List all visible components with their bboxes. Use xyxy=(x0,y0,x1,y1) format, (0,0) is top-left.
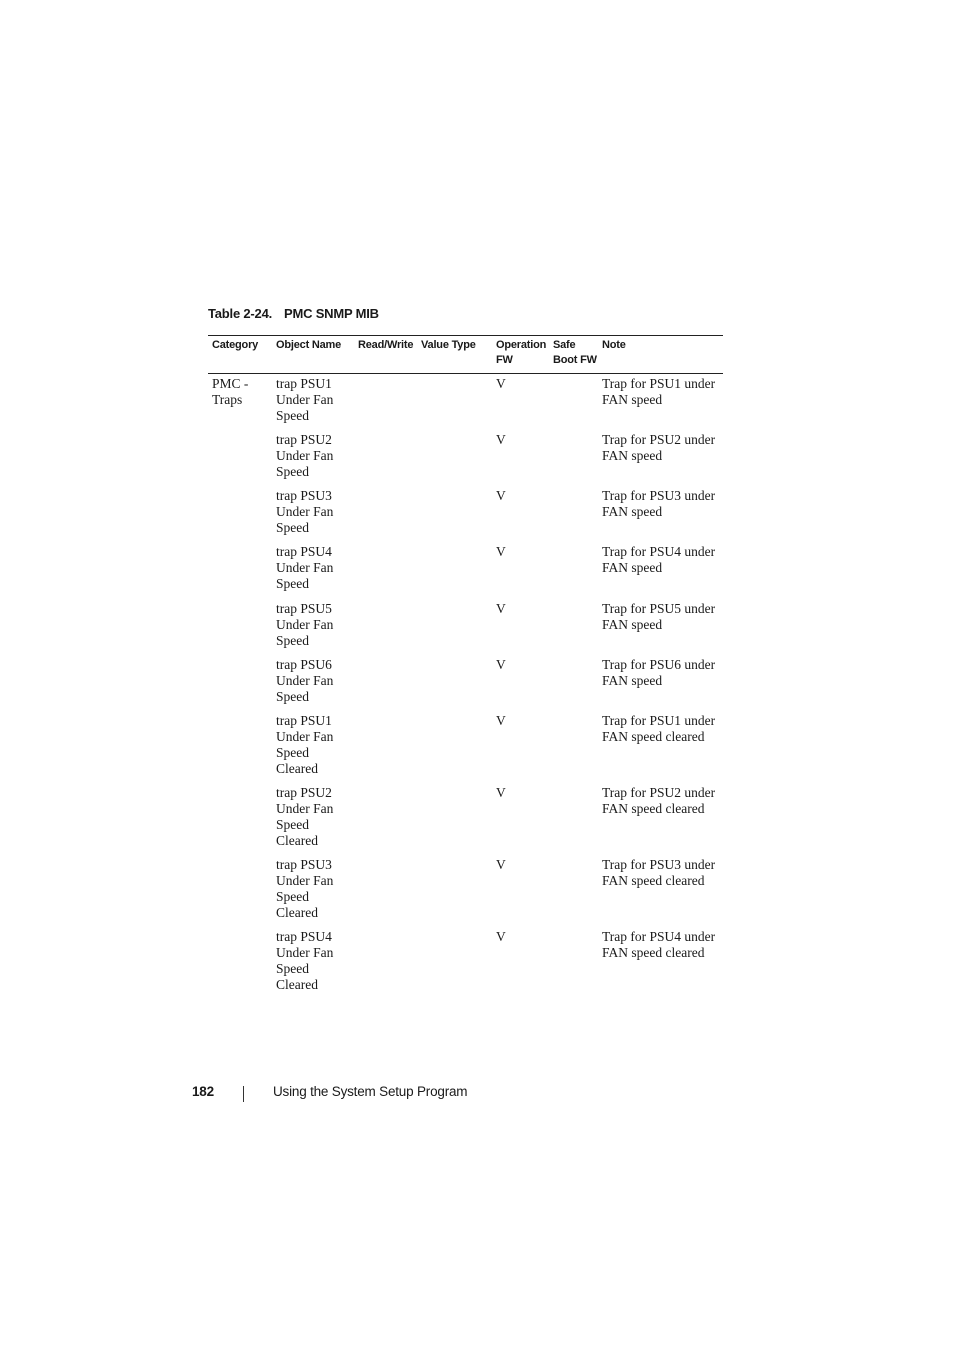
header-safe-boot-fw-line: Boot FW xyxy=(553,354,597,366)
note-line: Trap for PSU3 under xyxy=(602,857,716,872)
object-name-line: Speed xyxy=(276,408,309,423)
object-name-line: Speed xyxy=(276,464,309,479)
object-name-line: trap PSU3 xyxy=(276,857,332,872)
object-name-line: Under Fan xyxy=(276,504,334,519)
table-title: PMC SNMP MIB xyxy=(284,306,379,321)
category-line: Traps xyxy=(212,392,243,407)
operation-fw-cell: V xyxy=(496,488,506,503)
object-name-cell xyxy=(276,785,333,849)
footer-separator xyxy=(243,1086,244,1102)
page-number: 182 xyxy=(192,1084,214,1099)
object-name-line: Under Fan xyxy=(276,801,334,816)
object-name-line: trap PSU1 xyxy=(276,713,332,728)
note-cell xyxy=(602,929,715,961)
object-name-line: Under Fan xyxy=(276,392,334,407)
note-cell xyxy=(602,657,715,689)
object-name-line: Speed xyxy=(276,520,309,535)
object-name-cell xyxy=(276,488,333,536)
operation-fw-cell: V xyxy=(496,713,506,728)
object-name-line: Cleared xyxy=(276,977,318,992)
object-name-cell xyxy=(276,929,333,993)
object-name-line: Speed xyxy=(276,745,309,760)
header-category: Category xyxy=(212,339,259,351)
object-name-cell xyxy=(276,601,333,649)
note-line: FAN speed xyxy=(602,392,663,407)
object-name-line: Under Fan xyxy=(276,673,334,688)
object-name-line: Under Fan xyxy=(276,560,334,575)
note-cell xyxy=(602,785,715,817)
note-line: FAN speed xyxy=(602,560,663,575)
object-name-line: Speed xyxy=(276,576,309,591)
note-cell xyxy=(602,857,715,889)
object-name-cell xyxy=(276,432,333,480)
object-name-cell xyxy=(276,544,333,592)
note-cell xyxy=(602,544,715,576)
note-line: Trap for PSU5 under xyxy=(602,601,716,616)
note-line: FAN speed xyxy=(602,448,663,463)
object-name-line: Under Fan xyxy=(276,448,334,463)
header-read-write: Read/Write xyxy=(358,339,414,351)
object-name-line: Under Fan xyxy=(276,617,334,632)
operation-fw-cell: V xyxy=(496,544,506,559)
header-note: Note xyxy=(602,339,626,351)
object-name-line: Speed xyxy=(276,689,309,704)
note-cell xyxy=(602,713,715,745)
note-line: Trap for PSU1 under xyxy=(602,713,716,728)
object-name-line: Speed xyxy=(276,817,309,832)
header-value-type: Value Type xyxy=(421,339,476,351)
note-cell xyxy=(602,432,715,464)
object-name-cell xyxy=(276,376,333,424)
note-line: Trap for PSU1 under xyxy=(602,376,716,391)
operation-fw-cell: V xyxy=(496,657,506,672)
object-name-line: trap PSU1 xyxy=(276,376,332,391)
object-name-line: trap PSU2 xyxy=(276,432,332,447)
object-name-line: Under Fan xyxy=(276,873,334,888)
operation-fw-cell: V xyxy=(496,857,506,872)
object-name-line: Under Fan xyxy=(276,729,334,744)
note-line: FAN speed xyxy=(602,673,663,688)
note-cell xyxy=(602,376,715,408)
operation-fw-cell: V xyxy=(496,376,506,391)
note-line: FAN speed xyxy=(602,504,663,519)
note-line: Trap for PSU2 under xyxy=(602,432,716,447)
object-name-line: Cleared xyxy=(276,761,318,776)
note-cell xyxy=(602,601,715,633)
table-top-rule xyxy=(208,335,723,336)
note-line: Trap for PSU4 under xyxy=(602,544,716,559)
table-caption xyxy=(208,306,379,321)
object-name-line: Cleared xyxy=(276,905,318,920)
note-line: Trap for PSU2 under xyxy=(602,785,716,800)
header-operation-fw xyxy=(496,338,546,368)
note-line: FAN speed cleared xyxy=(602,729,705,744)
object-name-line: Speed xyxy=(276,633,309,648)
header-object-name: Object Name xyxy=(276,339,342,351)
category-cell xyxy=(212,376,248,408)
object-name-cell xyxy=(276,713,333,777)
note-line: FAN speed cleared xyxy=(602,873,705,888)
object-name-line: trap PSU6 xyxy=(276,657,332,672)
note-cell xyxy=(602,488,715,520)
operation-fw-cell: V xyxy=(496,785,506,800)
table-number: Table 2-24. xyxy=(208,306,273,321)
header-bottom-rule xyxy=(208,373,723,374)
header-safe-boot-fw xyxy=(553,338,597,368)
note-line: Trap for PSU4 under xyxy=(602,929,716,944)
note-line: FAN speed cleared xyxy=(602,801,705,816)
object-name-line: Speed xyxy=(276,889,309,904)
object-name-line: Cleared xyxy=(276,833,318,848)
note-line: FAN speed cleared xyxy=(602,945,705,960)
object-name-line: trap PSU4 xyxy=(276,929,332,944)
operation-fw-cell: V xyxy=(496,929,506,944)
note-line: Trap for PSU3 under xyxy=(602,488,716,503)
header-operation-fw-line: FW xyxy=(496,354,513,366)
object-name-line: trap PSU5 xyxy=(276,601,332,616)
operation-fw-cell: V xyxy=(496,432,506,447)
note-line: FAN speed xyxy=(602,617,663,632)
object-name-line: trap PSU4 xyxy=(276,544,332,559)
object-name-cell xyxy=(276,857,333,921)
category-line: PMC - xyxy=(212,376,249,391)
footer-section-title: Using the System Setup Program xyxy=(273,1084,468,1099)
object-name-cell xyxy=(276,657,333,705)
object-name-line: Speed xyxy=(276,961,309,976)
object-name-line: trap PSU3 xyxy=(276,488,332,503)
operation-fw-cell: V xyxy=(496,601,506,616)
object-name-line: trap PSU2 xyxy=(276,785,332,800)
object-name-line: Under Fan xyxy=(276,945,334,960)
header-safe-boot-fw-line: Safe xyxy=(553,339,576,351)
header-operation-fw-line: Operation xyxy=(496,339,547,351)
note-line: Trap for PSU6 under xyxy=(602,657,716,672)
